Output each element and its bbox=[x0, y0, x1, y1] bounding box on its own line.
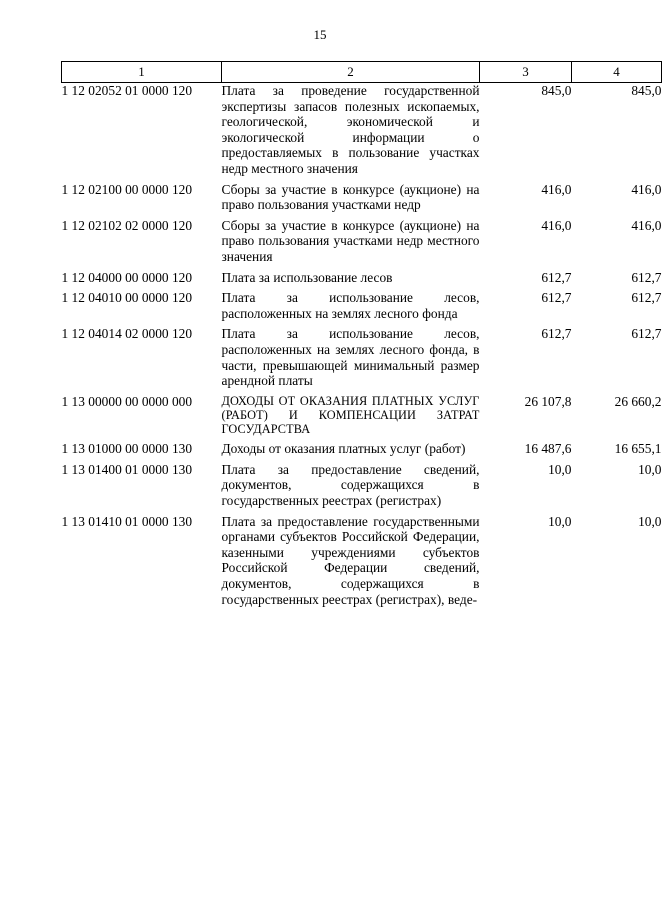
table-row bbox=[62, 462, 662, 514]
table-row bbox=[62, 394, 662, 442]
description-cell: Сборы за участие в конкурсе (аукционе) на право пользования участками недр местного значения bbox=[221, 217, 480, 264]
column-header-4: 4 bbox=[572, 62, 662, 83]
value-column-4-cell: 416,0 bbox=[631, 217, 662, 233]
table-row bbox=[62, 441, 662, 462]
table-row bbox=[62, 182, 662, 218]
description-cell: ДОХОДЫ ОТ ОКАЗАНИЯ ПЛАТНЫХ УСЛУГ (РАБОТ) И КОМПЕНСАЦИИ ЗАТРАТ ГОСУДАРСТВА bbox=[221, 393, 480, 437]
budget-code-cell: 1 12 02052 01 0000 120 bbox=[61, 83, 193, 98]
value-column-4-cell: 10,0 bbox=[638, 461, 662, 477]
column-header-3: 3 bbox=[480, 62, 572, 83]
value-column-4-cell: 26 660,2 bbox=[614, 393, 662, 409]
table-row bbox=[62, 83, 662, 182]
value-column-4-cell: 612,7 bbox=[631, 269, 662, 285]
budget-code-cell: 1 12 04000 00 0000 120 bbox=[61, 269, 193, 285]
budget-code-cell: 1 13 01410 01 0000 130 bbox=[61, 513, 193, 529]
table-header-row bbox=[62, 62, 662, 83]
value-column-3-cell: 26 107,8 bbox=[524, 393, 572, 409]
table-row bbox=[62, 270, 662, 291]
budget-code-cell: 1 12 02100 00 0000 120 bbox=[61, 181, 193, 197]
value-column-3-cell: 16 487,6 bbox=[524, 441, 572, 457]
value-column-4-cell: 612,7 bbox=[631, 326, 662, 342]
description-cell: Плата за проведение государственной экспертизы запасов полезных ископаемых, геологической, экономической и экологической информации о предоставляемых в пользование участках недр местного значения bbox=[221, 83, 480, 176]
value-column-3-cell: 10,0 bbox=[548, 461, 572, 477]
value-column-4-cell: 16 655,1 bbox=[614, 441, 662, 457]
budget-table bbox=[61, 61, 662, 612]
value-column-3-cell: 416,0 bbox=[541, 181, 572, 197]
description-cell: Плата за использование лесов, расположенных на землях лесного фонда, в части, превышающей минимальный размер арендной платы bbox=[221, 326, 480, 389]
description-cell: Плата за использование лесов, расположенных на землях лесного фонда bbox=[221, 290, 480, 321]
column-header-1: 1 bbox=[62, 62, 222, 83]
column-header-2: 2 bbox=[222, 62, 480, 83]
description-cell: Доходы от оказания платных услуг (работ) bbox=[221, 441, 466, 457]
budget-code-cell: 1 13 01400 01 0000 130 bbox=[61, 461, 193, 477]
value-column-4-cell: 10,0 bbox=[638, 513, 662, 529]
value-column-3-cell: 416,0 bbox=[541, 217, 572, 233]
value-column-3-cell: 612,7 bbox=[541, 290, 572, 306]
value-column-3-cell: 612,7 bbox=[541, 326, 572, 342]
value-column-3-cell: 845,0 bbox=[541, 83, 572, 98]
description-cell: Плата за предоставление сведений, документов, содержащихся в государственных реестрах (регистрах) bbox=[221, 461, 480, 509]
table-row bbox=[62, 218, 662, 270]
description-cell: Плата за использование лесов bbox=[221, 269, 393, 285]
table-body bbox=[62, 83, 662, 613]
budget-code-cell: 1 12 02102 02 0000 120 bbox=[61, 217, 193, 233]
description-cell: Плата за предоставление государственными органами субъектов Российской Федерации, казенными учреждениями субъектов Российской Федерации сведений, документов, содержащихся в государственных реестрах (регистрах), веде- bbox=[221, 513, 480, 607]
table-row bbox=[62, 326, 662, 393]
value-column-4-cell: 416,0 bbox=[631, 181, 662, 197]
description-cell: Сборы за участие в конкурсе (аукционе) на право пользования участками недр bbox=[221, 181, 480, 213]
value-column-4-cell: 612,7 bbox=[631, 290, 662, 306]
page-number: 15 bbox=[313, 27, 327, 42]
budget-code-cell: 1 13 00000 00 0000 000 bbox=[61, 393, 193, 409]
table-row bbox=[62, 514, 662, 613]
budget-code-cell: 1 13 01000 00 0000 130 bbox=[61, 441, 193, 457]
table-row bbox=[62, 290, 662, 326]
value-column-3-cell: 612,7 bbox=[541, 269, 572, 285]
value-column-4-cell: 845,0 bbox=[631, 83, 662, 98]
value-column-3-cell: 10,0 bbox=[548, 513, 572, 529]
budget-code-cell: 1 12 04014 02 0000 120 bbox=[61, 326, 193, 342]
budget-code-cell: 1 12 04010 00 0000 120 bbox=[61, 290, 193, 306]
